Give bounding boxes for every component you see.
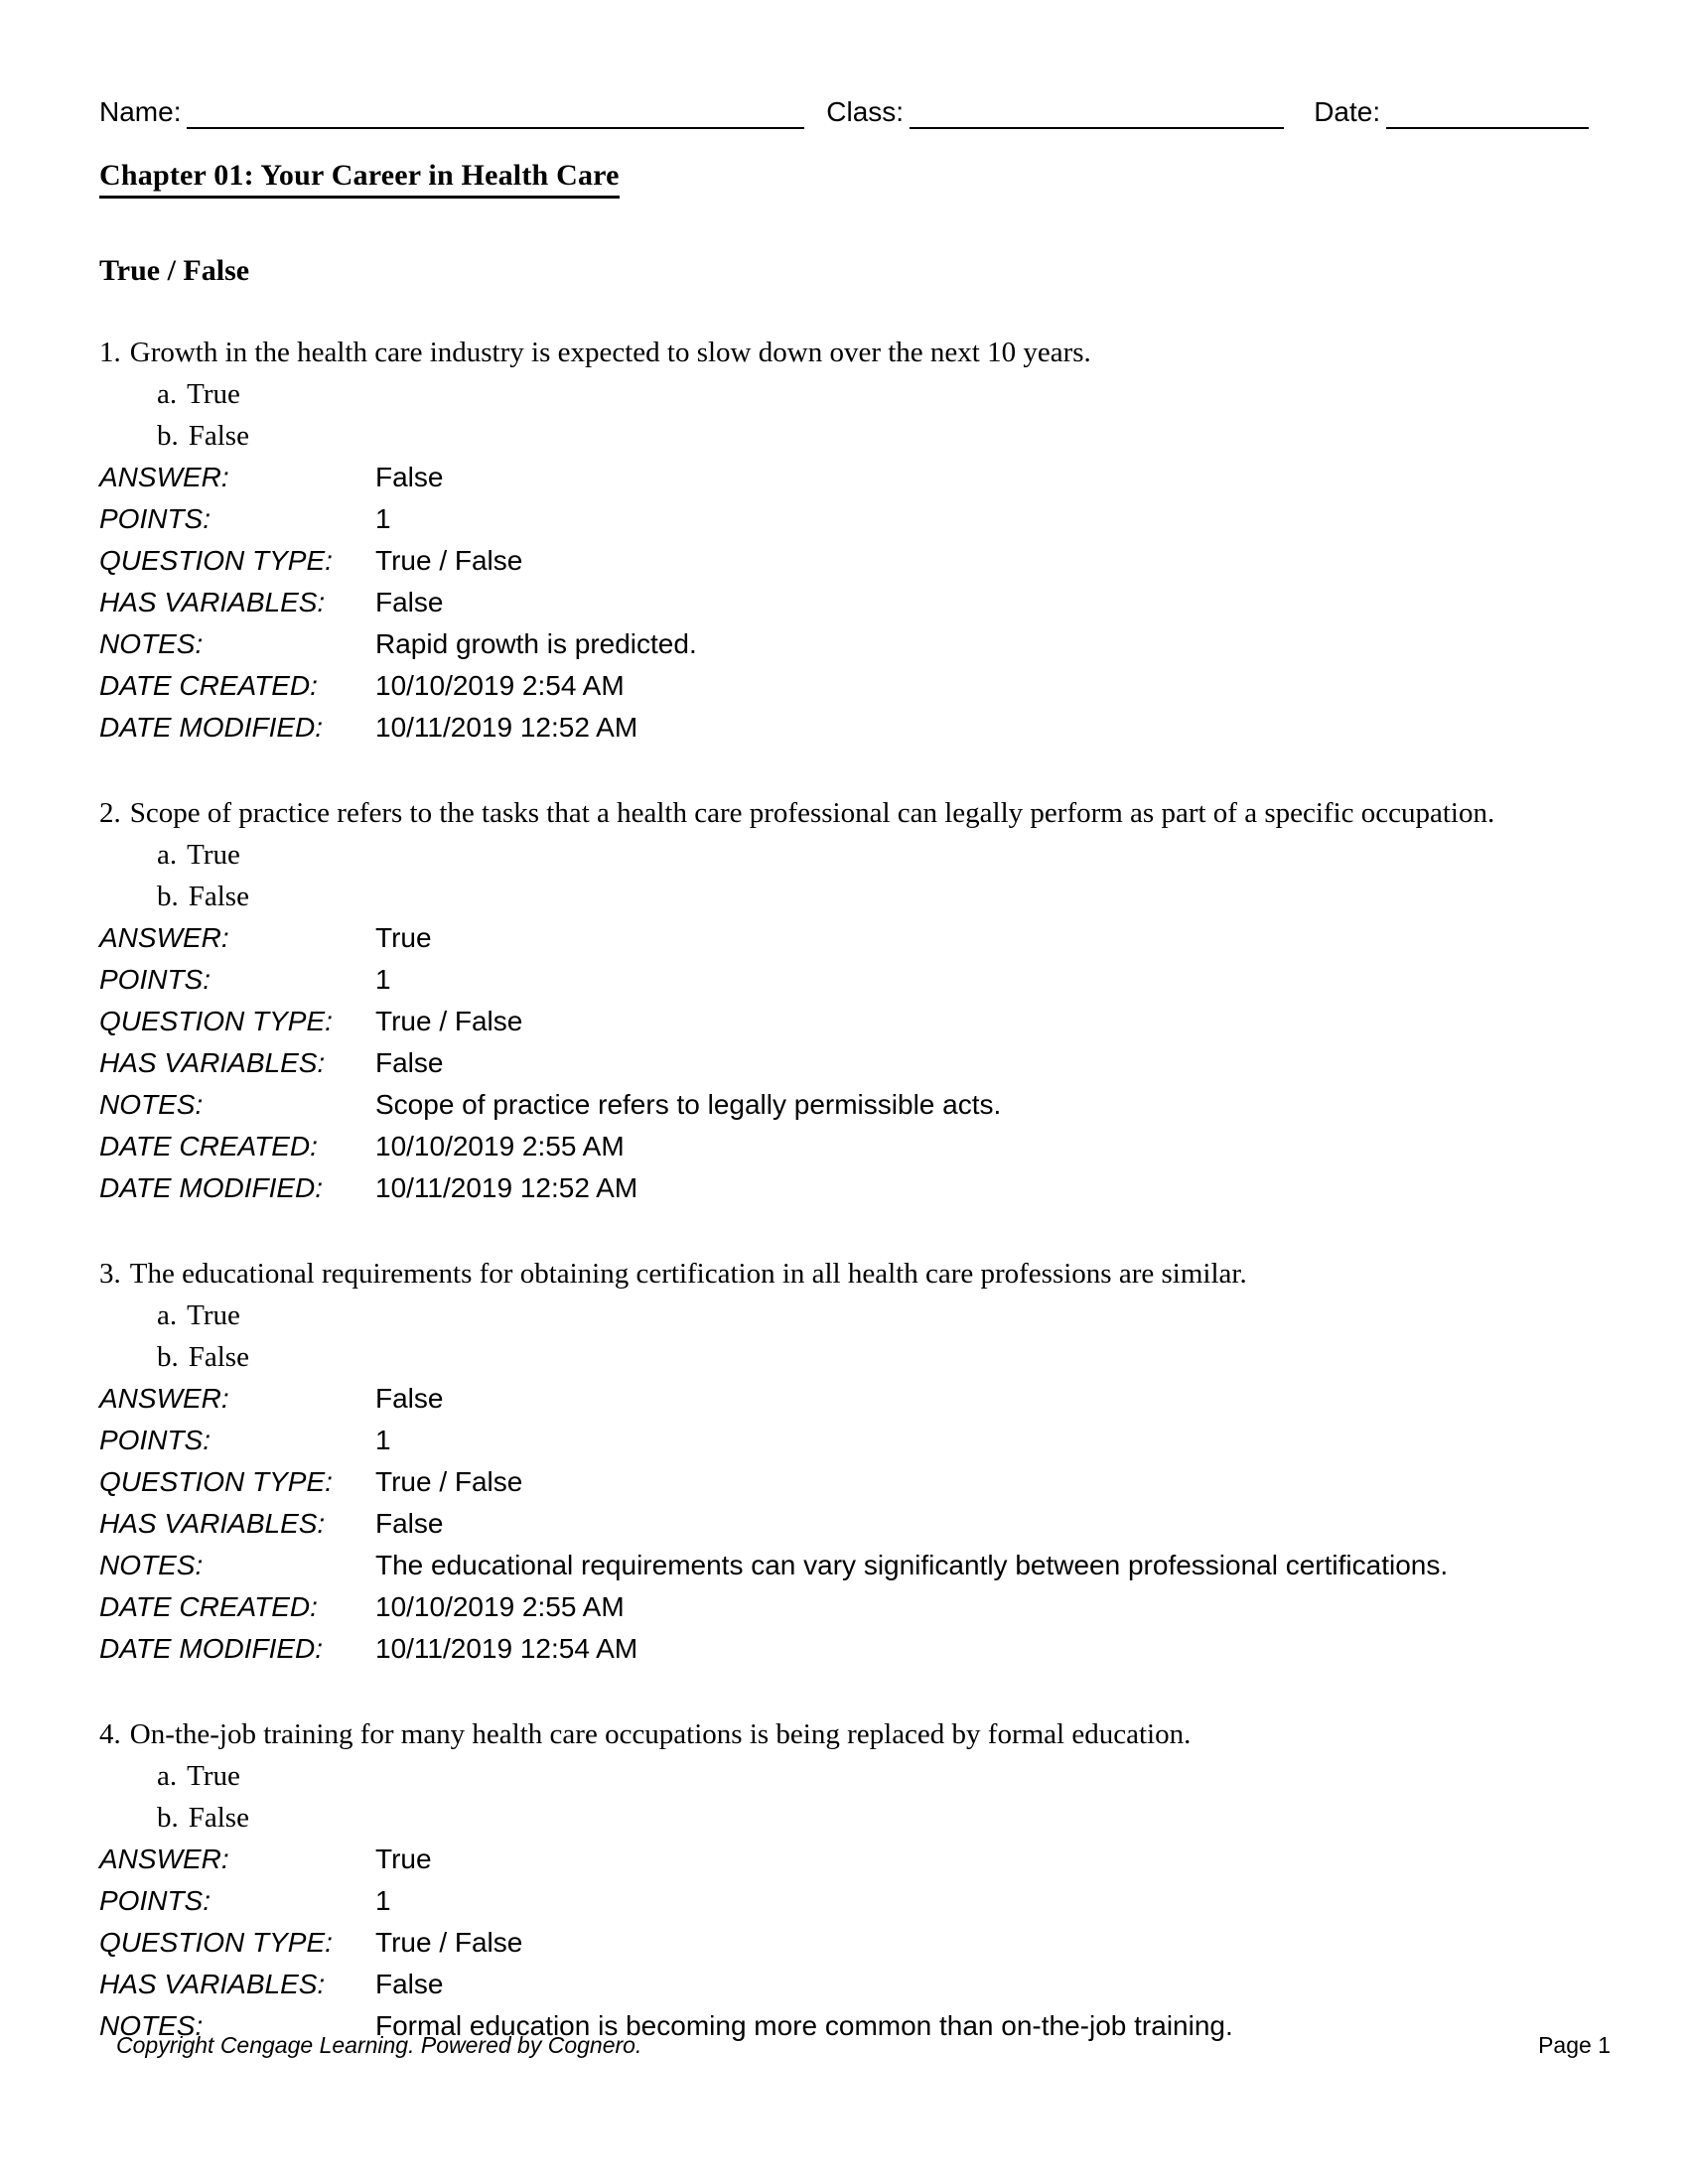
choice-text: False bbox=[188, 420, 249, 452]
choice-text: True bbox=[187, 1760, 240, 1792]
choice-b bbox=[99, 1336, 1589, 1378]
meta-row-date-modified bbox=[99, 707, 1589, 749]
choice-text: True bbox=[187, 378, 240, 410]
meta-row-points bbox=[99, 1420, 1589, 1461]
meta-row-has-variables bbox=[99, 1964, 1589, 2005]
meta-value: True bbox=[375, 922, 432, 953]
meta-label: DATE CREATED: bbox=[99, 1131, 318, 1161]
date-blank-line bbox=[1386, 95, 1589, 129]
question-meta bbox=[99, 457, 1589, 749]
meta-value: Formal education is becoming more common than on-the-job training. bbox=[375, 2010, 1233, 2041]
meta-value: False bbox=[375, 462, 444, 492]
meta-value: False bbox=[375, 587, 444, 617]
class-blank-line bbox=[910, 95, 1284, 129]
question-1 bbox=[99, 332, 1589, 749]
choice-text: False bbox=[188, 1802, 249, 1834]
meta-label: NOTES: bbox=[99, 628, 204, 659]
meta-label: DATE MODIFIED: bbox=[99, 1633, 324, 1664]
meta-value: True / False bbox=[375, 1466, 523, 1497]
meta-label: ANSWER: bbox=[99, 922, 229, 953]
meta-label: QUESTION TYPE: bbox=[99, 1466, 333, 1497]
question-number: 4. bbox=[99, 1718, 121, 1750]
choice-letter: b. bbox=[157, 1341, 179, 1373]
footer-page-number: Page 1 bbox=[1538, 2032, 1611, 2058]
meta-value: False bbox=[375, 1508, 444, 1539]
meta-label: DATE CREATED: bbox=[99, 670, 318, 701]
question-text bbox=[99, 1253, 1589, 1295]
meta-row-answer bbox=[99, 1839, 1589, 1880]
name-blank-line bbox=[187, 95, 804, 129]
meta-label: NOTES: bbox=[99, 1550, 204, 1580]
question-text bbox=[99, 792, 1589, 834]
meta-label: NOTES: bbox=[99, 1089, 204, 1120]
choice-b bbox=[99, 876, 1589, 917]
choice-letter: b. bbox=[157, 420, 179, 452]
question-text bbox=[99, 332, 1589, 373]
meta-label: DATE CREATED: bbox=[99, 1591, 318, 1622]
question-2 bbox=[99, 792, 1589, 1209]
section-heading: True / False bbox=[99, 254, 250, 287]
meta-value: False bbox=[375, 1047, 444, 1078]
chapter-title: Chapter 01: Your Career in Health Care bbox=[99, 159, 620, 199]
meta-value: 10/10/2019 2:55 AM bbox=[375, 1131, 625, 1161]
meta-row-question-type bbox=[99, 540, 1589, 582]
meta-label: NOTES: bbox=[99, 2010, 204, 2041]
choice-letter: b. bbox=[157, 1802, 179, 1834]
meta-label: HAS VARIABLES: bbox=[99, 1969, 326, 1999]
meta-label: POINTS: bbox=[99, 503, 211, 534]
meta-value: True bbox=[375, 1843, 432, 1874]
meta-value: False bbox=[375, 1969, 444, 1999]
choice-text: False bbox=[188, 881, 249, 912]
choice-a bbox=[99, 1755, 1589, 1797]
question-text bbox=[99, 1713, 1589, 1755]
meta-row-points bbox=[99, 1880, 1589, 1922]
meta-row-question-type bbox=[99, 1001, 1589, 1042]
question-4 bbox=[99, 1713, 1589, 2047]
choice-text: False bbox=[188, 1341, 249, 1373]
meta-label: POINTS: bbox=[99, 964, 211, 995]
name-label: Name: bbox=[99, 96, 182, 127]
meta-value: True / False bbox=[375, 1006, 523, 1036]
meta-row-answer bbox=[99, 917, 1589, 959]
date-label: Date: bbox=[1314, 96, 1381, 127]
meta-value: Rapid growth is predicted. bbox=[375, 628, 697, 659]
question-number: 3. bbox=[99, 1258, 121, 1290]
meta-row-points bbox=[99, 959, 1589, 1001]
meta-value: False bbox=[375, 1383, 444, 1414]
choice-text: True bbox=[187, 839, 240, 871]
meta-row-date-modified bbox=[99, 1167, 1589, 1209]
chapter-title-row bbox=[99, 159, 1589, 199]
meta-row-has-variables bbox=[99, 1042, 1589, 1084]
question-meta bbox=[99, 1839, 1589, 2047]
meta-row-question-type bbox=[99, 1922, 1589, 1964]
meta-label: DATE MODIFIED: bbox=[99, 712, 324, 743]
question-stem: Scope of practice refers to the tasks that a health care professional can legally perform as part of a specific occupation. bbox=[129, 797, 1495, 829]
choice-letter: a. bbox=[157, 839, 178, 871]
meta-row-has-variables bbox=[99, 1503, 1589, 1545]
meta-value: 10/10/2019 2:55 AM bbox=[375, 1591, 625, 1622]
question-meta bbox=[99, 1378, 1589, 1670]
question-stem: Growth in the health care industry is expected to slow down over the next 10 years. bbox=[129, 337, 1091, 368]
meta-row-notes bbox=[99, 1545, 1589, 1586]
meta-value: 10/11/2019 12:52 AM bbox=[375, 712, 638, 743]
meta-label: QUESTION TYPE: bbox=[99, 1927, 333, 1958]
meta-label: ANSWER: bbox=[99, 1843, 229, 1874]
meta-label: HAS VARIABLES: bbox=[99, 1508, 326, 1539]
choice-letter: a. bbox=[157, 378, 178, 410]
meta-row-notes bbox=[99, 623, 1589, 665]
footer-copyright: Copyright Cengage Learning. Powered by Cognero. bbox=[116, 2032, 642, 2058]
meta-label: DATE MODIFIED: bbox=[99, 1172, 324, 1203]
meta-value: Scope of practice refers to legally permissible acts. bbox=[375, 1089, 1002, 1120]
meta-row-notes bbox=[99, 1084, 1589, 1126]
meta-row-question-type bbox=[99, 1461, 1589, 1503]
meta-value: 10/11/2019 12:52 AM bbox=[375, 1172, 638, 1203]
question-meta bbox=[99, 917, 1589, 1209]
meta-row-answer bbox=[99, 1378, 1589, 1420]
meta-label: ANSWER: bbox=[99, 462, 229, 492]
page-header bbox=[99, 95, 1589, 129]
meta-label: POINTS: bbox=[99, 1425, 211, 1455]
meta-value: 10/11/2019 12:54 AM bbox=[375, 1633, 638, 1664]
choice-a bbox=[99, 373, 1589, 415]
choice-a bbox=[99, 1295, 1589, 1336]
page-footer bbox=[116, 2031, 1611, 2059]
choice-b bbox=[99, 1797, 1589, 1839]
meta-row-points bbox=[99, 498, 1589, 540]
choice-letter: a. bbox=[157, 1760, 178, 1792]
meta-row-date-created bbox=[99, 1126, 1589, 1167]
meta-value: 1 bbox=[375, 964, 391, 995]
meta-value: 1 bbox=[375, 1885, 391, 1916]
choice-a bbox=[99, 834, 1589, 876]
meta-row-answer bbox=[99, 457, 1589, 498]
meta-label: QUESTION TYPE: bbox=[99, 545, 333, 576]
meta-value: 1 bbox=[375, 1425, 391, 1455]
question-number: 2. bbox=[99, 797, 121, 829]
meta-value: True / False bbox=[375, 1927, 523, 1958]
choice-letter: a. bbox=[157, 1299, 178, 1331]
question-number: 1. bbox=[99, 337, 121, 368]
choice-b bbox=[99, 415, 1589, 457]
meta-value: True / False bbox=[375, 545, 523, 576]
meta-row-date-created bbox=[99, 1586, 1589, 1628]
class-label: Class: bbox=[826, 96, 905, 127]
meta-value: 1 bbox=[375, 503, 391, 534]
meta-value: 10/10/2019 2:54 AM bbox=[375, 670, 625, 701]
meta-row-date-created bbox=[99, 665, 1589, 707]
question-stem: On-the-job training for many health care occupations is being replaced by formal education. bbox=[129, 1718, 1192, 1750]
question-stem: The educational requirements for obtaining certification in all health care professions are similar. bbox=[129, 1258, 1247, 1290]
meta-row-date-modified bbox=[99, 1628, 1589, 1670]
meta-label: ANSWER: bbox=[99, 1383, 229, 1414]
choice-letter: b. bbox=[157, 881, 179, 912]
meta-label: HAS VARIABLES: bbox=[99, 1047, 326, 1078]
meta-label: QUESTION TYPE: bbox=[99, 1006, 333, 1036]
meta-label: POINTS: bbox=[99, 1885, 211, 1916]
meta-row-has-variables bbox=[99, 582, 1589, 623]
meta-label: HAS VARIABLES: bbox=[99, 587, 326, 617]
meta-value: The educational requirements can vary significantly between professional certifications. bbox=[375, 1550, 1449, 1580]
question-3 bbox=[99, 1253, 1589, 1670]
choice-text: True bbox=[187, 1299, 240, 1331]
